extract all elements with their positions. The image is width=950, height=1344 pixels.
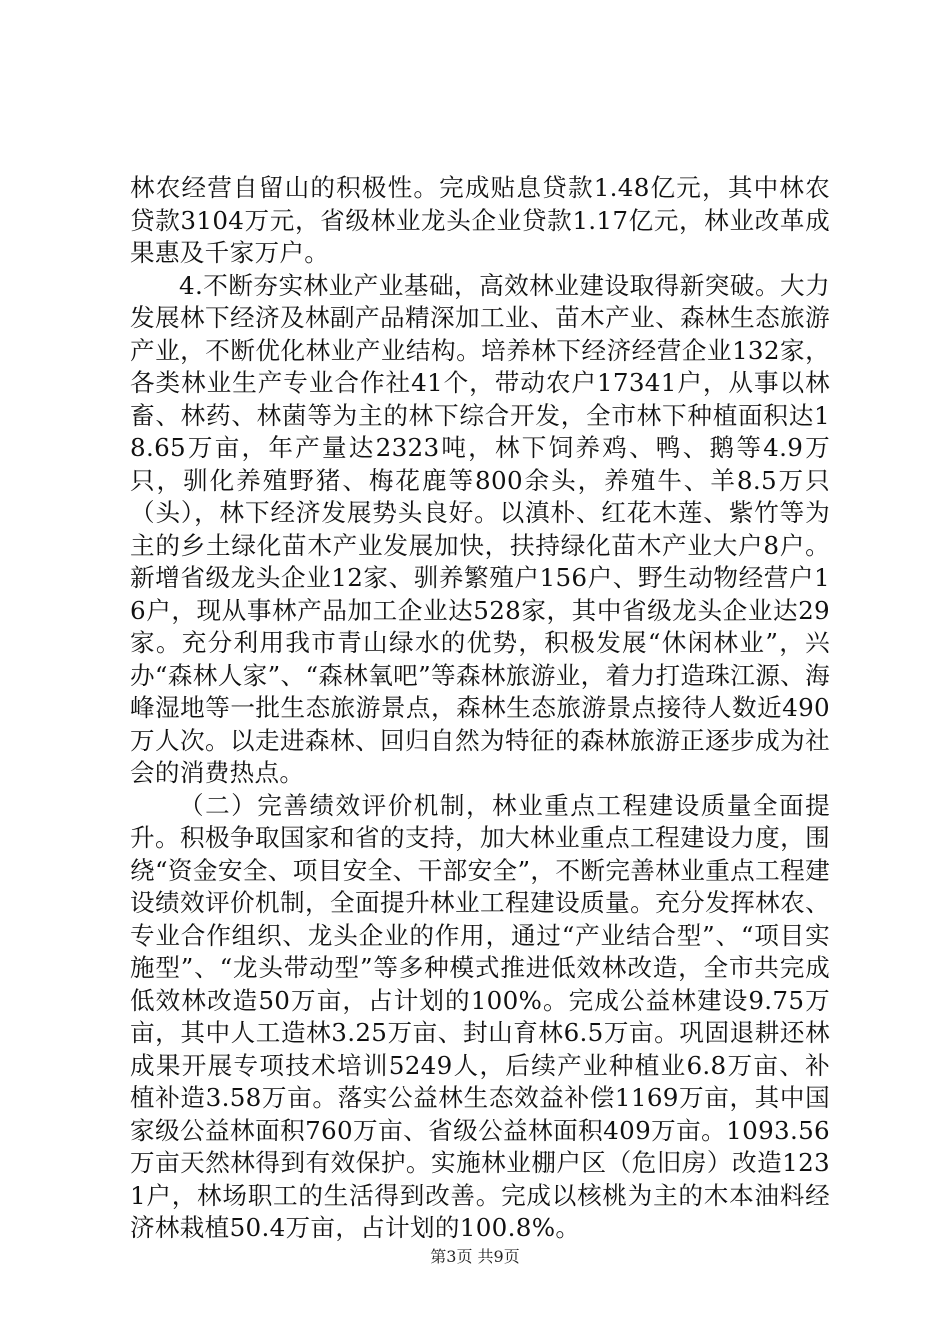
paragraph-continued: 林农经营自留山的积极性。完成贴息贷款1.48亿元，其中林农贷款3104万元，省级林业龙头企业贷款1.17亿元，林业改革成果惠及千家万户。: [130, 173, 830, 267]
page-footer: 第3页 共9页: [430, 1247, 520, 1266]
paragraph-forestry-industry: 4.不断夯实林业产业基础，高效林业建设取得新突破。大力发展林下经济及林副产品精深加工业、苗木产业、森林生态旅游产业，不断优化林业产业结构。培养林下经济经营企业132家，各类林业生产专业合作社41个，带动农户17341户，从事以林畜、林药、林菌等为主的林下综合开发，全市林下种植面积达18.65万亩，年产量达2323吨，林下饲养鸡、鸭、鹅等4.9万只，驯化养殖野猪、梅花鹿等800余头，养殖牛、羊8.5万只（头），林下经济发展势头良好。以滇朴、红花木莲、紫竹等为主的乡土绿化苗木产业发展加快，扶持绿化苗木产业大户8户。新增省级龙头企业12家、驯养繁殖户156户、野生动物经营户16户，现从事林产品加工企业达528家，其中省级龙头企业达29家。充分利用我市青山绿水的优势，积极发展“休闲林业”，兴办“森林人家”、“森林氧吧”等森林旅游业，着力打造珠江源、海峰湿地等一批生态旅游景点，森林生态旅游景点接待人数近490万人次。以走进森林、回归自然为特征的森林旅游正逐步成为社会的消费热点。: [130, 270, 830, 787]
paragraph-key-projects: （二）完善绩效评价机制，林业重点工程建设质量全面提升。积极争取国家和省的支持，加大林业重点工程建设力度，围绕“资金安全、项目安全、干部安全”，不断完善林业重点工程建设绩效评价机制，全面提升林业工程建设质量。充分发挥林农、专业合作组织、龙头企业的作用，通过“产业结合型”、“项目实施型”、“龙头带动型”等多种模式推进低效林改造，全市共完成低效林改造50万亩，占计划的100%。完成公益林建设9.75万亩，其中人工造林3.25万亩、封山育林6.5万亩。巩固退耕还林成果开展专项技术培训5249人，后续产业种植业6.8万亩、补植补造3.58万亩。落实公益林生态效益补偿1169万亩，其中国家级公益林面积760万亩、省级公益林面积409万亩。1093.56万亩天然林得到有效保护。实施林业棚户区（危旧房）改造1231户，林场职工的生活得到改善。完成以核桃为主的木本油料经济林栽植50.4万亩，占计划的100.8%。: [130, 790, 830, 1242]
document-body: [130, 172, 830, 1245]
